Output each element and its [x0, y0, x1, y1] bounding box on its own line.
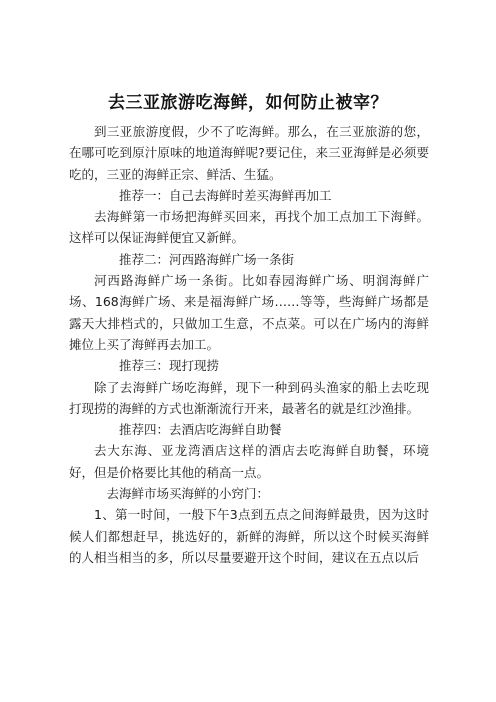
recommendation-3-heading: 推荐三：现打现捞: [119, 358, 220, 374]
recommendation-1-heading: 推荐一：自己去海鲜时差买海鲜再加工: [119, 187, 332, 203]
page-title: 去三亚旅游吃海鲜，如何防止被宰？: [108, 93, 388, 113]
tip-1-paragraph: 1、第一时间，一般下午3点到五点之间海鲜最贵，因为这时候人们都想赶早，挑选好的，新鲜的海鲜，所以这个时候买海鲜的人相当相当的多，所以尽量要避开这个时间，建议在五点以后: [69, 507, 429, 565]
recommendation-2-body: 河西路海鲜广场一条街。比如春园海鲜广场、明润海鲜广场、168海鲜广场、来是福海鲜广场……等等，些海鲜广场都是露天大排档式的，只做加工生意，不点菜。可以在广场内的海鲜摊位上买了海鲜再去加工。: [69, 273, 429, 352]
recommendation-4-body: 去大东海、亚龙湾酒店这样的酒店去吃海鲜自助餐，环境好，但是价格要比其他的稍高一点。: [69, 443, 429, 480]
recommendation-4-heading: 推荐四：去酒店吃海鲜自助餐: [119, 422, 282, 438]
recommendation-2-heading: 推荐二：河西路海鲜广场一条街: [119, 251, 295, 267]
tips-heading: 去海鲜市场买海鲜的小窍门：: [106, 486, 270, 502]
intro-paragraph: 到三亚旅游度假，少不了吃海鲜。那么，在三亚旅游的您，在哪可吃到原汁原味的地道海鲜呢?要记住，来三亚海鲜是必须要吃的，三亚的海鲜正宗、鲜活、生猛。: [69, 124, 429, 182]
article-body: [69, 121, 429, 568]
recommendation-3-body: 除了去海鲜广场吃海鲜，现下一种到码头渔家的船上去吃现打现捞的海鲜的方式也渐渐流行开来，最著名的就是红沙渔排。: [69, 379, 429, 416]
recommendation-1-body: 去海鲜第一市场把海鲜买回来，再找个加工点加工下海鲜。这样可以保证海鲜便宜又新鲜。: [69, 209, 429, 246]
